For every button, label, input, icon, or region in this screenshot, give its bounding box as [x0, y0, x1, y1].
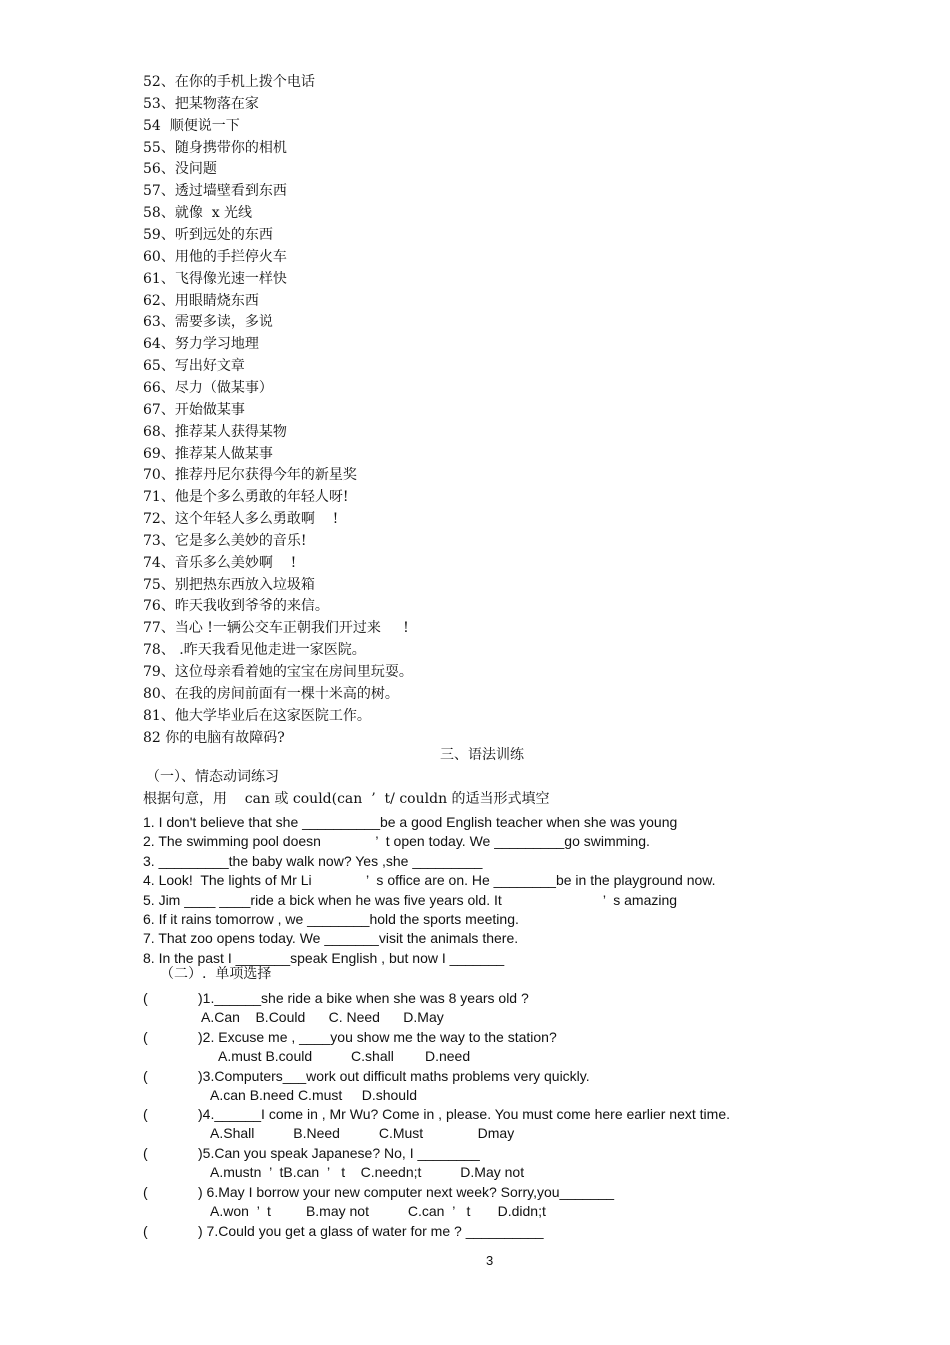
exercise-item: 7. That zoo opens today. We _______visit the animals there.: [143, 930, 519, 947]
phrase-item: 76、昨天我收到爷爷的来信。: [143, 598, 329, 615]
answer-bracket: (: [143, 1028, 148, 1045]
phrase-item: 56、没问题: [143, 161, 217, 178]
answer-bracket: (: [143, 1184, 148, 1200]
phrase-item: 62、用眼睛烧东西: [143, 292, 259, 309]
question-options: A.won ’ t B.may not C.can ’ t D.didn;t: [210, 1203, 546, 1219]
phrase-item: 57、透过墙壁看到东西: [143, 183, 287, 200]
phrase-item: 81、他大学毕业后在这家医院工作。: [143, 707, 371, 724]
part1-instruction: 根据句意，用 can 或 could(can ’ t/ couldn 的适当形式填空: [143, 791, 550, 807]
phrase-item: 67、开始做某事: [143, 401, 245, 418]
phrase-item: 58、就像 x 光线: [143, 205, 253, 222]
phrase-item: 66、尽力（做某事）: [143, 379, 273, 396]
exercise-item: 1. I don't believe that she __________be a good English teacher when she was young: [143, 814, 678, 830]
page-number: 3: [486, 1253, 494, 1268]
question-stem: ) 6.May I borrow your new computer next week? Sorry,you_______: [198, 1184, 615, 1200]
phrase-item: 64、努力学习地理: [143, 336, 259, 353]
phrase-item: 53、把某物落在家: [143, 95, 259, 112]
phrase-item: 79、这位母亲看着她的宝宝在房间里玩耍。: [143, 664, 413, 680]
question-options: A.mustn ’ tB.can ’ t C.needn;t D.May not: [210, 1164, 525, 1181]
phrase-item: 68、推荐某人获得某物: [143, 423, 287, 440]
exercise-item: 6. If it rains tomorrow , we ________hold the sports meeting.: [143, 911, 519, 927]
question-stem: ) 7.Could you get a glass of water for me ? __________: [198, 1222, 544, 1239]
part1-heading: （一）、情态动词练习: [146, 769, 279, 785]
question-options: A.Shall B.Need C.Must Dmay: [210, 1125, 515, 1142]
exercise-item: 8. In the past I _______speak English , but now I _______: [143, 949, 505, 966]
phrase-item: 65、写出好文章: [143, 358, 245, 375]
phrase-item: 55、随身携带你的相机: [143, 139, 287, 156]
phrase-item: 70、推荐丹尼尔获得今年的新星奖: [143, 467, 357, 484]
phrase-item: 69、推荐某人做某事: [143, 445, 273, 462]
exercise-item: 2. The swimming pool doesn ’ t open today. We _________go swimming.: [143, 833, 650, 850]
phrase-item: 54 顺便说一下: [143, 117, 240, 134]
exercise-item: 4. Look! The lights of Mr Li ’ s office are on. He ________be in the playground now.: [143, 872, 716, 889]
question-options: A.can B.need C.must D.should: [210, 1086, 417, 1103]
phrase-item: 60、用他的手拦停火车: [143, 248, 287, 265]
phrase-item: 80、在我的房间前面有一棵十米高的树。: [143, 685, 399, 702]
phrase-item: 78、 .昨天我看见他走进一家医院。: [143, 642, 366, 659]
question-stem: )2. Excuse me , ____you show me the way to the station?: [198, 1028, 557, 1045]
part2-heading: （二）. 单项选择: [160, 966, 272, 982]
phrase-item: 77、当心 !一辆公交车正朝我们开过来 !: [143, 620, 409, 637]
answer-bracket: (: [143, 1106, 148, 1123]
exercise-item: 3. _________the baby walk now? Yes ,she _________: [143, 852, 483, 869]
section-title: 三、语法训练: [440, 747, 524, 763]
answer-bracket: (: [143, 1145, 148, 1162]
question-stem: )3.Computers___work out difficult maths problems very quickly.: [198, 1067, 590, 1084]
exercise-item: 5. Jim ____ ____ride a bick when he was five years old. It ’ s amazing: [143, 891, 678, 908]
question-options: A.must B.could C.shall D.need: [218, 1047, 471, 1064]
phrase-item: 75、别把热东西放入垃圾箱: [143, 576, 315, 593]
phrase-item: 82 你的电脑有故障码?: [143, 729, 285, 746]
phrase-item: 72、这个年轻人多么勇敢啊 !: [143, 511, 339, 527]
phrase-item: 71、他是个多么勇敢的年轻人呀!: [143, 489, 349, 506]
phrase-item: 59、听到远处的东西: [143, 227, 273, 243]
answer-bracket: (: [143, 990, 148, 1006]
phrase-item: 74、音乐多么美妙啊 !: [143, 554, 297, 571]
answer-bracket: (: [143, 1067, 148, 1084]
phrase-item: 73、它是多么美妙的音乐!: [143, 532, 307, 549]
question-stem: )1.______she ride a bike when she was 8 years old ?: [198, 990, 529, 1006]
phrase-item: 61、飞得像光速一样快: [143, 270, 287, 287]
question-stem: )4.______I come in , Mr Wu? Come in , please. You must come here earlier next time.: [198, 1106, 730, 1123]
answer-bracket: (: [143, 1222, 148, 1239]
question-options: A.Can B.Could C. Need D.May: [201, 1009, 444, 1025]
question-stem: )5.Can you speak Japanese? No, I ________: [198, 1145, 480, 1162]
phrase-item: 63、需要多读，多说: [143, 314, 273, 331]
phrase-item: 52、在你的手机上拨个电话: [143, 74, 315, 90]
